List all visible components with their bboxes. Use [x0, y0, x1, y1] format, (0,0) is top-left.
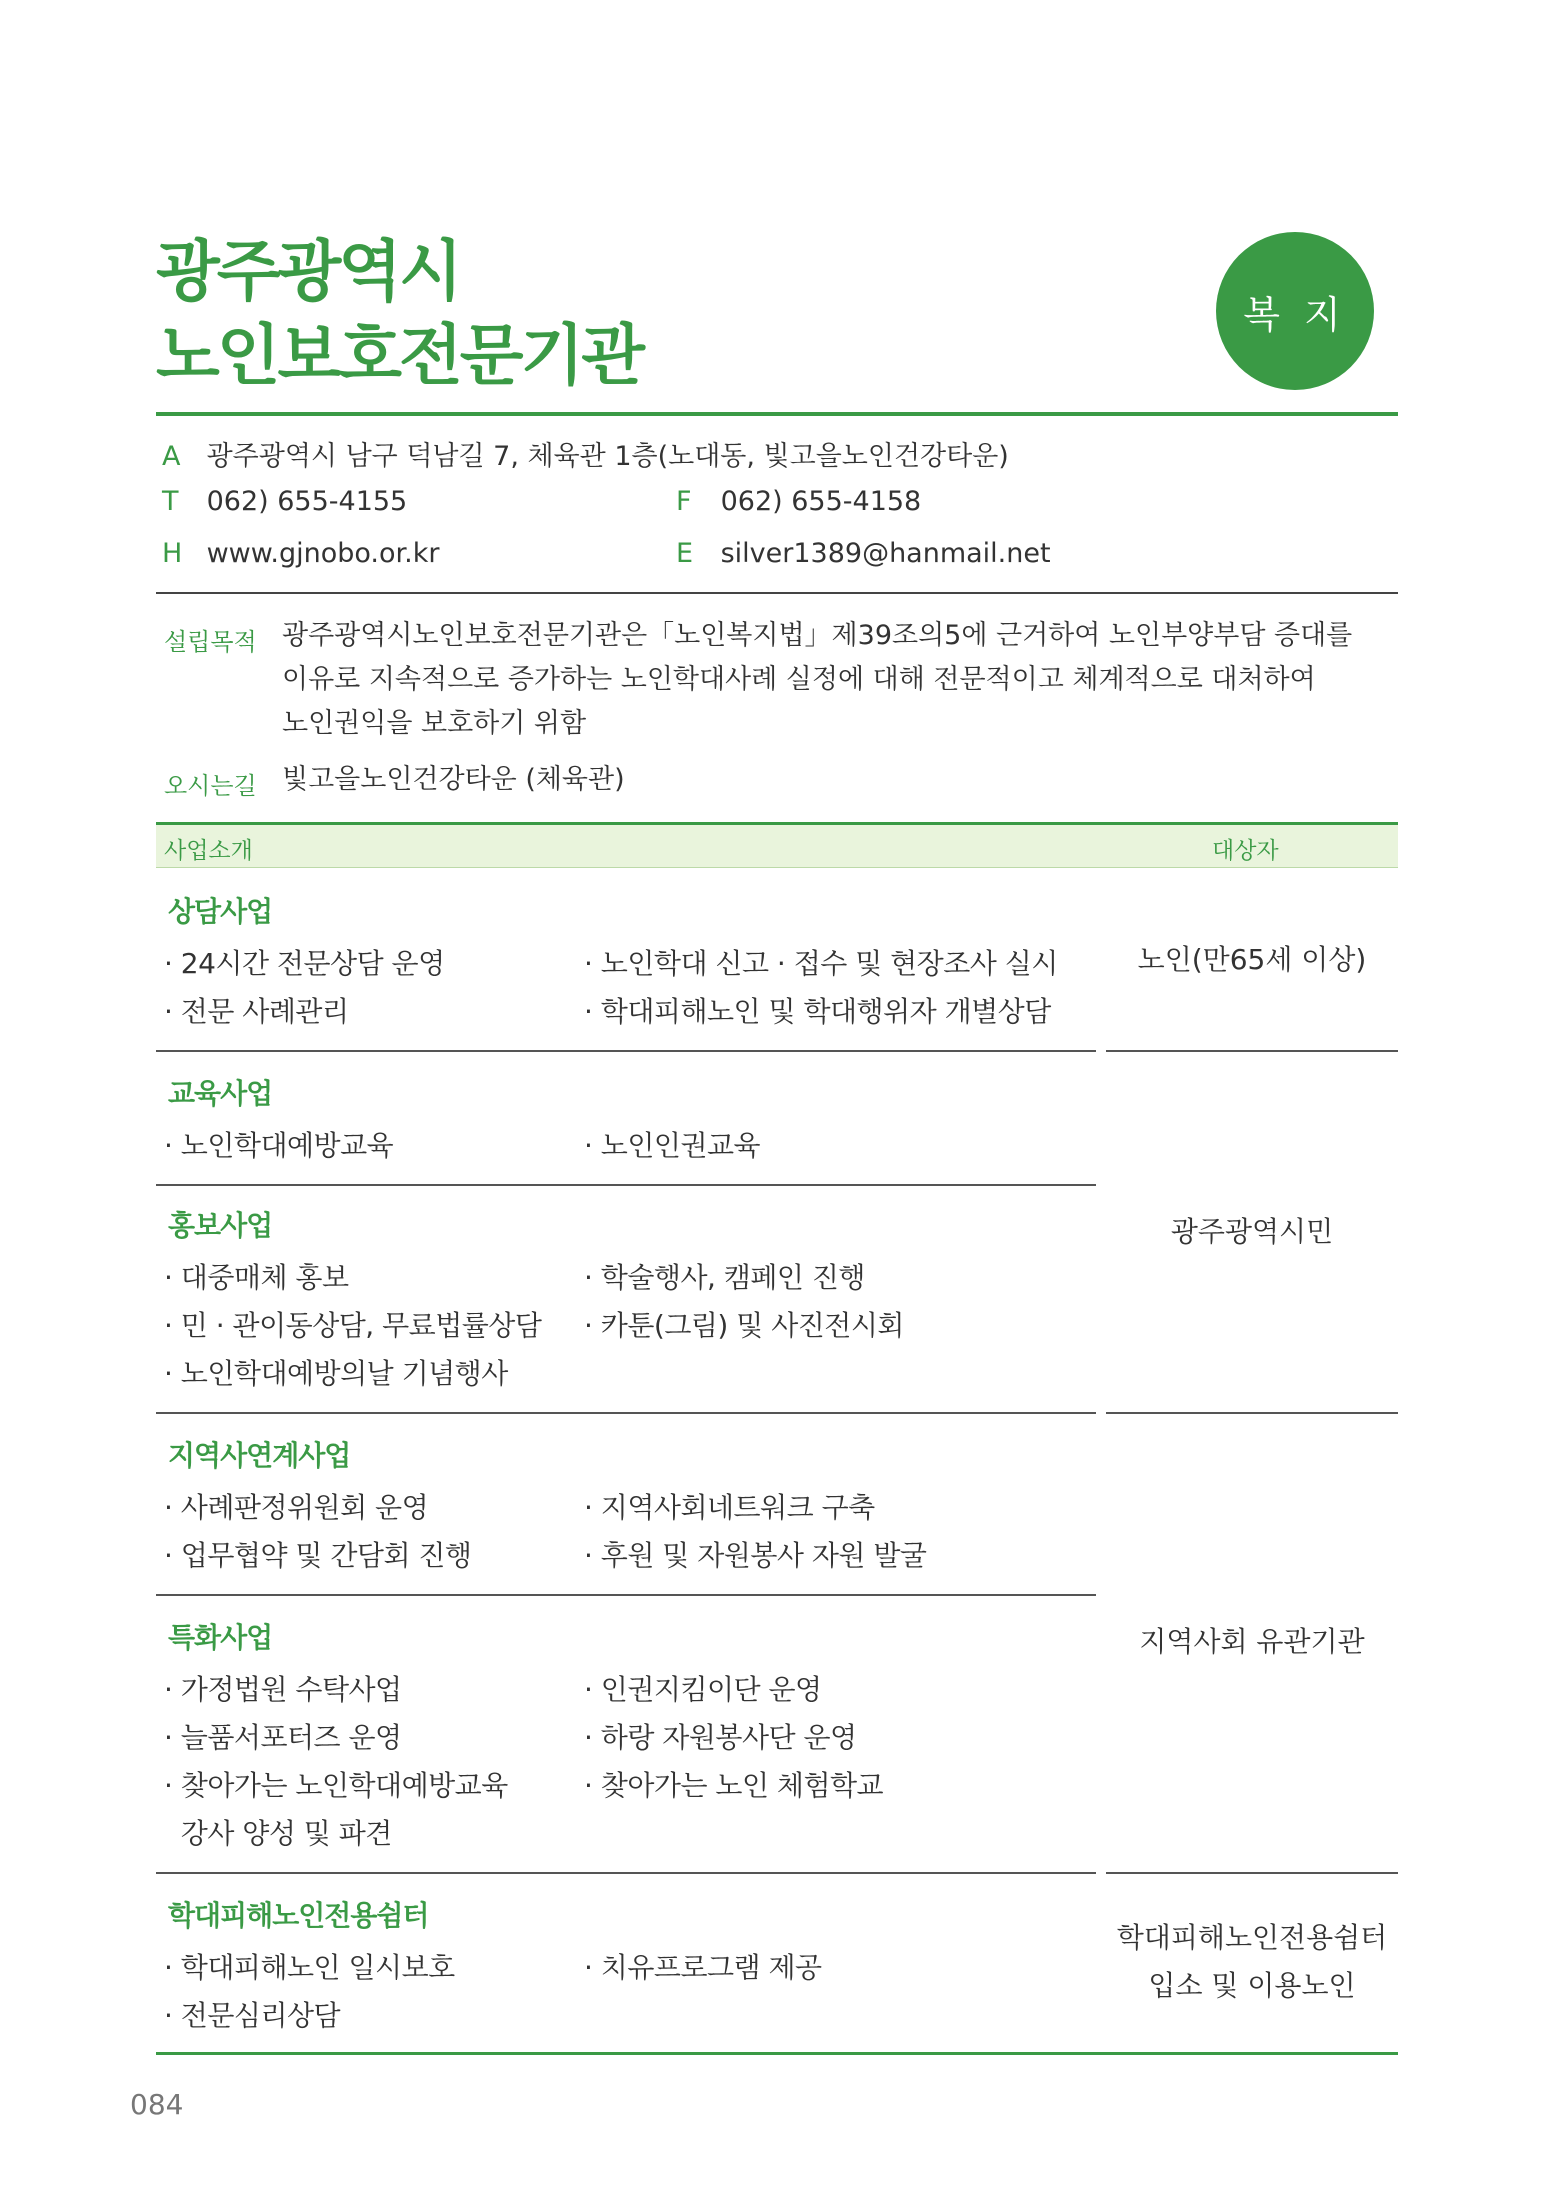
header-business: 사업소개	[164, 838, 253, 864]
tel-row	[162, 486, 407, 517]
list-item: · 인권지킴이단 운영	[584, 1673, 822, 1706]
list-item: · 학술행사, 캠페인 진행	[584, 1261, 865, 1294]
target-divider	[1106, 1412, 1398, 1414]
email-key: E	[676, 538, 694, 569]
page-title-line2: 노인보호전문기관	[156, 317, 643, 394]
table-header	[156, 822, 1398, 868]
fax-value: 062) 655-4158	[720, 486, 922, 517]
target-shelter	[1106, 1914, 1398, 2010]
section-title-special: 특화사업	[168, 1621, 273, 1654]
purpose-line: 노인권익을 보호하기 위함	[282, 708, 587, 739]
tel-value: 062) 655-4155	[206, 486, 408, 517]
category-badge: 복 지	[1216, 232, 1374, 390]
section-divider	[156, 1872, 1096, 1874]
list-item: · 24시간 전문상담 운영	[164, 947, 445, 980]
list-item: · 카툰(그림) 및 사진전시회	[584, 1309, 904, 1342]
list-item: · 노인학대예방의날 기념행사	[164, 1357, 508, 1390]
list-item: · 찾아가는 노인 체험학교	[584, 1769, 884, 1802]
email-row	[676, 538, 1051, 569]
section-title-counseling: 상담사업	[168, 895, 273, 928]
list-item: · 늘품서포터즈 운영	[164, 1721, 402, 1754]
address-key: A	[162, 441, 181, 472]
target-divider	[1106, 1872, 1398, 1874]
email-link[interactable]: silver1389@hanmail.net	[720, 538, 1051, 569]
list-item: · 학대피해노인 일시보호	[164, 1951, 455, 1984]
list-item: · 지역사회네트워크 구축	[584, 1491, 875, 1524]
list-item: · 민 · 관이동상담, 무료법률상담	[164, 1309, 542, 1342]
section-divider	[156, 1184, 1096, 1186]
homepage-row	[162, 538, 439, 569]
list-item: · 사례판정위원회 운영	[164, 1491, 429, 1524]
page-number: 084	[130, 2088, 184, 2121]
list-item: · 노인인권교육	[584, 1129, 761, 1162]
section-divider	[156, 1594, 1096, 1596]
list-item: · 가정법원 수탁사업	[164, 1673, 402, 1706]
section-divider	[156, 1050, 1096, 1052]
list-item: · 노인학대 신고 · 접수 및 현장조사 실시	[584, 947, 1058, 980]
list-item: · 노인학대예방교육	[164, 1129, 394, 1162]
list-item: · 찾아가는 노인학대예방교육	[164, 1769, 508, 1802]
target-shelter-line1: 학대피해노인전용쉼터	[1116, 1921, 1388, 1954]
list-item: · 업무협약 및 간담회 진행	[164, 1539, 472, 1572]
purpose-label: 설립목적	[164, 628, 257, 656]
fax-key: F	[676, 486, 692, 517]
homepage-key: H	[162, 538, 183, 569]
purpose-line: 이유로 지속적으로 증가하는 노인학대사례 실정에 대해 전문적이고 체계적으로 대처하여	[282, 664, 1316, 695]
list-item: · 치유프로그램 제공	[584, 1951, 822, 1984]
section-title-shelter: 학대피해노인전용쉼터	[168, 1899, 429, 1932]
target-agencies: 지역사회 유관기관	[1139, 1625, 1365, 1658]
list-item: · 하랑 자원봉사단 운영	[584, 1721, 857, 1754]
address-value: 광주광역시 남구 덕남길 7, 체육관 1층(노대동, 빛고을노인건강타운)	[206, 441, 1009, 472]
tel-key: T	[162, 486, 179, 517]
homepage-link[interactable]: www.gjnobo.or.kr	[206, 538, 440, 569]
page-title-line1: 광주광역시	[156, 233, 460, 310]
target-divider	[1106, 1050, 1398, 1052]
section-divider	[156, 1412, 1096, 1414]
purpose-text	[282, 614, 1392, 746]
target-citizens: 광주광역시민	[1170, 1215, 1334, 1248]
address-row	[162, 434, 1009, 473]
purpose-line: 광주광역시노인보호전문기관은「노인복지법」제39조의5에 근거하여 노인부양부담 증대를	[282, 620, 1353, 651]
list-item: · 대중매체 홍보	[164, 1261, 349, 1294]
section-title-promotion: 홍보사업	[168, 1209, 273, 1242]
list-item: · 학대피해노인 및 학대행위자 개별상담	[584, 995, 1051, 1028]
directions-value: 빛고을노인건강타운 (체육관)	[282, 764, 625, 795]
section-title-education: 교육사업	[168, 1077, 273, 1110]
contact-divider	[156, 592, 1398, 594]
section-title-community: 지역사연계사업	[168, 1439, 351, 1472]
list-item: · 전문심리상담	[164, 1999, 341, 2032]
list-item: 강사 양성 및 파견	[164, 1817, 392, 1850]
header-target: 대상자	[1212, 838, 1279, 864]
table-bottom-rule	[156, 2052, 1398, 2055]
list-item: · 후원 및 자원봉사 자원 발굴	[584, 1539, 927, 1572]
directions-label: 오시는길	[164, 772, 257, 800]
fax-row	[676, 486, 921, 517]
title-divider	[156, 412, 1398, 416]
target-elderly: 노인(만65세 이상)	[1137, 943, 1367, 976]
list-item: · 전문 사례관리	[164, 995, 349, 1028]
target-shelter-line2: 입소 및 이용노인	[1148, 1969, 1356, 2002]
